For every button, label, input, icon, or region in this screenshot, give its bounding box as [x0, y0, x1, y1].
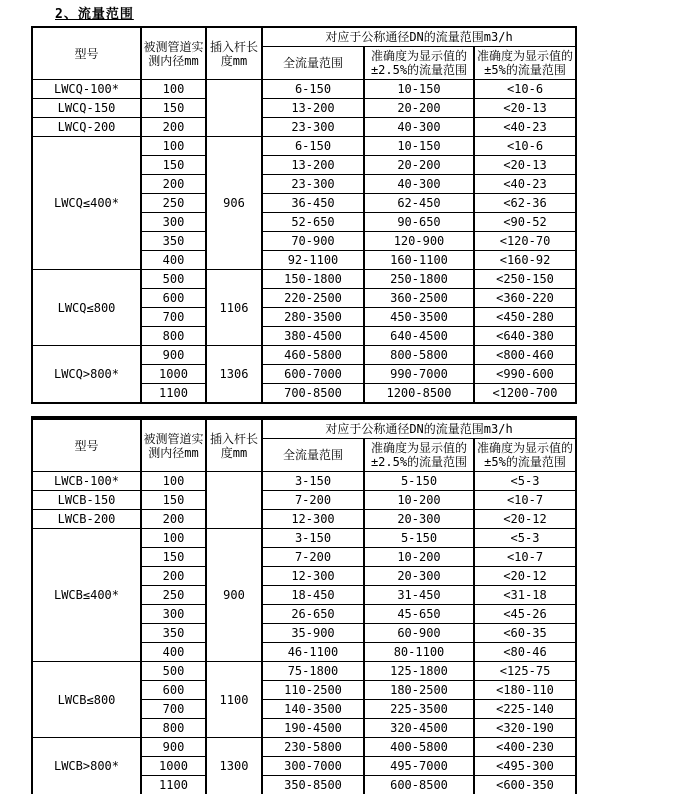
pipe-bore-cell: 100 [141, 472, 206, 491]
acc5-range-cell: <800-460 [474, 346, 576, 365]
model-cell: LWCQ-100* [32, 80, 141, 99]
full-range-cell: 7-200 [262, 491, 364, 510]
acc25-range-cell: 320-4500 [364, 719, 474, 738]
full-range-cell: 23-300 [262, 118, 364, 137]
pipe-bore-cell: 250 [141, 194, 206, 213]
full-range-cell: 350-8500 [262, 776, 364, 794]
pipe-bore-cell: 700 [141, 700, 206, 719]
model-cell: LWCB≤400* [32, 529, 141, 662]
pipe-bore-cell: 100 [141, 137, 206, 156]
full-range-cell: 52-650 [262, 213, 364, 232]
table-row [32, 270, 576, 289]
model-cell: LWCB-100* [32, 472, 141, 491]
pipe-bore-cell: 300 [141, 213, 206, 232]
pipe-bore-cell: 800 [141, 327, 206, 346]
full-range-cell: 140-3500 [262, 700, 364, 719]
pipe-bore-cell: 400 [141, 251, 206, 270]
acc5-range-cell: <600-350 [474, 776, 576, 794]
pipe-bore-cell: 600 [141, 681, 206, 700]
acc25-range-cell: 80-1100 [364, 643, 474, 662]
table-row [32, 738, 576, 757]
col-header-acc5-range: 准确度为显示值的±5%的流量范围 [474, 439, 576, 472]
pipe-bore-cell: 500 [141, 662, 206, 681]
full-range-cell: 230-5800 [262, 738, 364, 757]
acc25-range-cell: 90-650 [364, 213, 474, 232]
full-range-cell: 700-8500 [262, 384, 364, 404]
pipe-bore-cell: 200 [141, 567, 206, 586]
acc5-range-cell: <62-36 [474, 194, 576, 213]
acc25-range-cell: 62-450 [364, 194, 474, 213]
acc5-range-cell: <120-70 [474, 232, 576, 251]
full-range-cell: 18-450 [262, 586, 364, 605]
model-cell: LWCB-200 [32, 510, 141, 529]
col-header-acc25-range: 准确度为显示值的±2.5%的流量范围 [364, 439, 474, 472]
acc25-range-cell: 1200-8500 [364, 384, 474, 404]
model-cell: LWCQ>800* [32, 346, 141, 404]
acc25-range-cell: 360-2500 [364, 289, 474, 308]
pipe-bore-cell: 250 [141, 586, 206, 605]
table-row [32, 118, 576, 137]
header-row [32, 418, 576, 439]
acc5-range-cell: <10-7 [474, 548, 576, 567]
table-row [32, 346, 576, 365]
pipe-bore-cell: 200 [141, 510, 206, 529]
model-cell: LWCQ-150 [32, 99, 141, 118]
acc5-range-cell: <45-26 [474, 605, 576, 624]
full-range-cell: 280-3500 [262, 308, 364, 327]
acc25-range-cell: 10-200 [364, 548, 474, 567]
model-cell: LWCQ≤800 [32, 270, 141, 346]
acc25-range-cell: 40-300 [364, 118, 474, 137]
acc5-range-cell: <10-6 [474, 137, 576, 156]
full-range-cell: 6-150 [262, 80, 364, 99]
acc5-range-cell: <450-280 [474, 308, 576, 327]
col-header-rod-length: 插入杆长度mm [206, 27, 262, 80]
full-range-cell: 220-2500 [262, 289, 364, 308]
acc25-range-cell: 10-150 [364, 80, 474, 99]
rod-length-cell [206, 80, 262, 137]
acc25-range-cell: 10-200 [364, 491, 474, 510]
full-range-cell: 26-650 [262, 605, 364, 624]
table-body [32, 80, 576, 404]
acc25-range-cell: 800-5800 [364, 346, 474, 365]
col-header-model: 型号 [32, 27, 141, 80]
acc5-range-cell: <90-52 [474, 213, 576, 232]
acc5-range-cell: <10-6 [474, 80, 576, 99]
acc5-range-cell: <360-220 [474, 289, 576, 308]
acc5-range-cell: <40-23 [474, 118, 576, 137]
rod-length-cell: 1100 [206, 662, 262, 738]
pipe-bore-cell: 800 [141, 719, 206, 738]
acc25-range-cell: 120-900 [364, 232, 474, 251]
acc5-range-cell: <40-23 [474, 175, 576, 194]
pipe-bore-cell: 500 [141, 270, 206, 289]
header-row [32, 27, 576, 47]
pipe-bore-cell: 200 [141, 175, 206, 194]
pipe-bore-cell: 1000 [141, 365, 206, 384]
pipe-bore-cell: 150 [141, 491, 206, 510]
acc25-range-cell: 125-1800 [364, 662, 474, 681]
full-range-cell: 92-1100 [262, 251, 364, 270]
full-range-cell: 12-300 [262, 510, 364, 529]
full-range-cell: 13-200 [262, 156, 364, 175]
table-row [32, 80, 576, 99]
full-range-cell: 12-300 [262, 567, 364, 586]
acc25-range-cell: 990-7000 [364, 365, 474, 384]
rod-length-cell: 1306 [206, 346, 262, 404]
acc25-range-cell: 20-300 [364, 510, 474, 529]
acc5-range-cell: <80-46 [474, 643, 576, 662]
model-cell: LWCQ≤400* [32, 137, 141, 270]
acc5-range-cell: <250-150 [474, 270, 576, 289]
pipe-bore-cell: 600 [141, 289, 206, 308]
model-cell: LWCQ-200 [32, 118, 141, 137]
pipe-bore-cell: 150 [141, 548, 206, 567]
full-range-cell: 110-2500 [262, 681, 364, 700]
acc25-range-cell: 45-650 [364, 605, 474, 624]
col-header-full-range: 全流量范围 [262, 439, 364, 472]
full-range-cell: 7-200 [262, 548, 364, 567]
rod-length-cell: 1106 [206, 270, 262, 346]
pipe-bore-cell: 350 [141, 232, 206, 251]
flow-range-table-lwcb [31, 416, 577, 794]
full-range-cell: 460-5800 [262, 346, 364, 365]
acc5-range-cell: <1200-700 [474, 384, 576, 404]
full-range-cell: 35-900 [262, 624, 364, 643]
table-row [32, 491, 576, 510]
acc5-range-cell: <180-110 [474, 681, 576, 700]
acc25-range-cell: 5-150 [364, 529, 474, 548]
full-range-cell: 3-150 [262, 472, 364, 491]
acc5-range-cell: <495-300 [474, 757, 576, 776]
col-header-flow-span: 对应于公称通径DN的流量范围m3/h [262, 27, 576, 47]
full-range-cell: 3-150 [262, 529, 364, 548]
col-header-pipe-bore: 被测管道实测内径mm [141, 418, 206, 472]
acc5-range-cell: <20-13 [474, 99, 576, 118]
full-range-cell: 300-7000 [262, 757, 364, 776]
pipe-bore-cell: 350 [141, 624, 206, 643]
pipe-bore-cell: 200 [141, 118, 206, 137]
full-range-cell: 23-300 [262, 175, 364, 194]
section-title: 2、流量范围 [55, 7, 134, 22]
full-range-cell: 46-1100 [262, 643, 364, 662]
full-range-cell: 75-1800 [262, 662, 364, 681]
table-row [32, 510, 576, 529]
col-header-model: 型号 [32, 418, 141, 472]
pipe-bore-cell: 400 [141, 643, 206, 662]
col-header-acc25-range: 准确度为显示值的±2.5%的流量范围 [364, 47, 474, 80]
table-row [32, 529, 576, 548]
pipe-bore-cell: 1000 [141, 757, 206, 776]
full-range-cell: 70-900 [262, 232, 364, 251]
pipe-bore-cell: 1100 [141, 776, 206, 794]
acc25-range-cell: 640-4500 [364, 327, 474, 346]
rod-length-cell: 906 [206, 137, 262, 270]
rod-length-cell: 1300 [206, 738, 262, 794]
col-header-acc5-range: 准确度为显示值的±5%的流量范围 [474, 47, 576, 80]
acc25-range-cell: 5-150 [364, 472, 474, 491]
model-cell: LWCB-150 [32, 491, 141, 510]
acc25-range-cell: 495-7000 [364, 757, 474, 776]
acc25-range-cell: 10-150 [364, 137, 474, 156]
acc25-range-cell: 40-300 [364, 175, 474, 194]
pipe-bore-cell: 700 [141, 308, 206, 327]
full-range-cell: 190-4500 [262, 719, 364, 738]
table-row [32, 137, 576, 156]
acc25-range-cell: 31-450 [364, 586, 474, 605]
full-range-cell: 6-150 [262, 137, 364, 156]
pipe-bore-cell: 900 [141, 346, 206, 365]
model-cell: LWCB>800* [32, 738, 141, 794]
pipe-bore-cell: 1100 [141, 384, 206, 404]
table-body [32, 472, 576, 794]
acc25-range-cell: 20-200 [364, 156, 474, 175]
rod-length-cell: 900 [206, 529, 262, 662]
acc5-range-cell: <125-75 [474, 662, 576, 681]
acc25-range-cell: 450-3500 [364, 308, 474, 327]
rod-length-cell [206, 472, 262, 529]
acc25-range-cell: 600-8500 [364, 776, 474, 794]
acc5-range-cell: <990-600 [474, 365, 576, 384]
acc25-range-cell: 400-5800 [364, 738, 474, 757]
acc5-range-cell: <60-35 [474, 624, 576, 643]
acc5-range-cell: <5-3 [474, 472, 576, 491]
acc25-range-cell: 160-1100 [364, 251, 474, 270]
acc25-range-cell: 180-2500 [364, 681, 474, 700]
acc5-range-cell: <20-12 [474, 510, 576, 529]
acc25-range-cell: 20-200 [364, 99, 474, 118]
acc5-range-cell: <10-7 [474, 491, 576, 510]
full-range-cell: 13-200 [262, 99, 364, 118]
pipe-bore-cell: 100 [141, 80, 206, 99]
acc5-range-cell: <20-13 [474, 156, 576, 175]
full-range-cell: 600-7000 [262, 365, 364, 384]
acc25-range-cell: 225-3500 [364, 700, 474, 719]
pipe-bore-cell: 900 [141, 738, 206, 757]
pipe-bore-cell: 150 [141, 99, 206, 118]
acc5-range-cell: <160-92 [474, 251, 576, 270]
acc5-range-cell: <640-380 [474, 327, 576, 346]
col-header-rod-length: 插入杆长度mm [206, 418, 262, 472]
table-row [32, 472, 576, 491]
table-row [32, 99, 576, 118]
acc5-range-cell: <31-18 [474, 586, 576, 605]
acc25-range-cell: 20-300 [364, 567, 474, 586]
acc25-range-cell: 250-1800 [364, 270, 474, 289]
acc5-range-cell: <320-190 [474, 719, 576, 738]
acc5-range-cell: <5-3 [474, 529, 576, 548]
acc5-range-cell: <20-12 [474, 567, 576, 586]
table-row [32, 662, 576, 681]
acc5-range-cell: <400-230 [474, 738, 576, 757]
flow-range-table-lwcq [31, 26, 577, 404]
model-cell: LWCB≤800 [32, 662, 141, 738]
full-range-cell: 380-4500 [262, 327, 364, 346]
pipe-bore-cell: 100 [141, 529, 206, 548]
full-range-cell: 150-1800 [262, 270, 364, 289]
acc25-range-cell: 60-900 [364, 624, 474, 643]
col-header-pipe-bore: 被测管道实测内径mm [141, 27, 206, 80]
pipe-bore-cell: 150 [141, 156, 206, 175]
acc5-range-cell: <225-140 [474, 700, 576, 719]
col-header-full-range: 全流量范围 [262, 47, 364, 80]
pipe-bore-cell: 300 [141, 605, 206, 624]
full-range-cell: 36-450 [262, 194, 364, 213]
col-header-flow-span: 对应于公称通径DN的流量范围m3/h [262, 418, 576, 439]
